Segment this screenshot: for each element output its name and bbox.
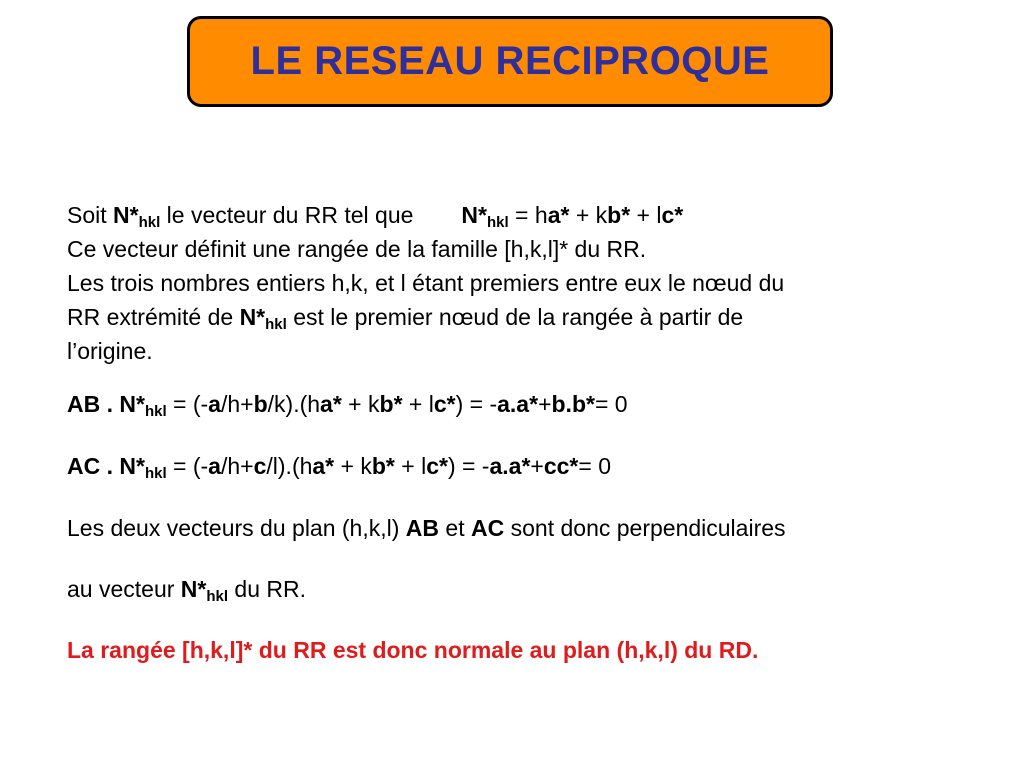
definition-line-1: Soit $N*_{hkl}$ le vecteur du RR tel que $N*_{hkl} = ha* + kb* + lc*$ <box>67 202 684 231</box>
slide-title-text: LE RESEAU RECIPROQUE <box>250 39 770 83</box>
definition-line-3: Les trois nombres entiers h,k, et l étant premiers entre eux le nœud du <box>67 270 785 296</box>
perpendicular-line-1: Les deux vecteurs du plan (h,k,l) AB et AC sont donc perpendiculaires <box>67 515 786 541</box>
perpendicular-line-2: au vecteur $N*_{hkl}$ du RR. <box>67 576 307 605</box>
definition-line-4: RR extrémité de $N*_{hkl}$ est le premier nœud de la rangée à partir de <box>67 304 744 333</box>
definition-line-2: Ce vecteur définit une rangée de la famille [h,k,l]* du RR. <box>67 236 647 262</box>
slide-title <box>187 16 833 107</box>
equation-ac: AC . $N*_{hkl} = (-a/h+c/l).(ha* + kb* + lc*) = -a.a*+cc*= 0$ <box>67 453 612 482</box>
conclusion-text: La rangée [h,k,l]* du RR est donc normale au plan (h,k,l) du RD. <box>67 637 759 663</box>
definition-line-5: l’origine. <box>67 338 153 364</box>
equation-ab: AB . $N*_{hkl} = (-a/h+b/k).(ha* + kb* + lc*) = -a.a*+b.b*= 0$ <box>67 391 628 420</box>
